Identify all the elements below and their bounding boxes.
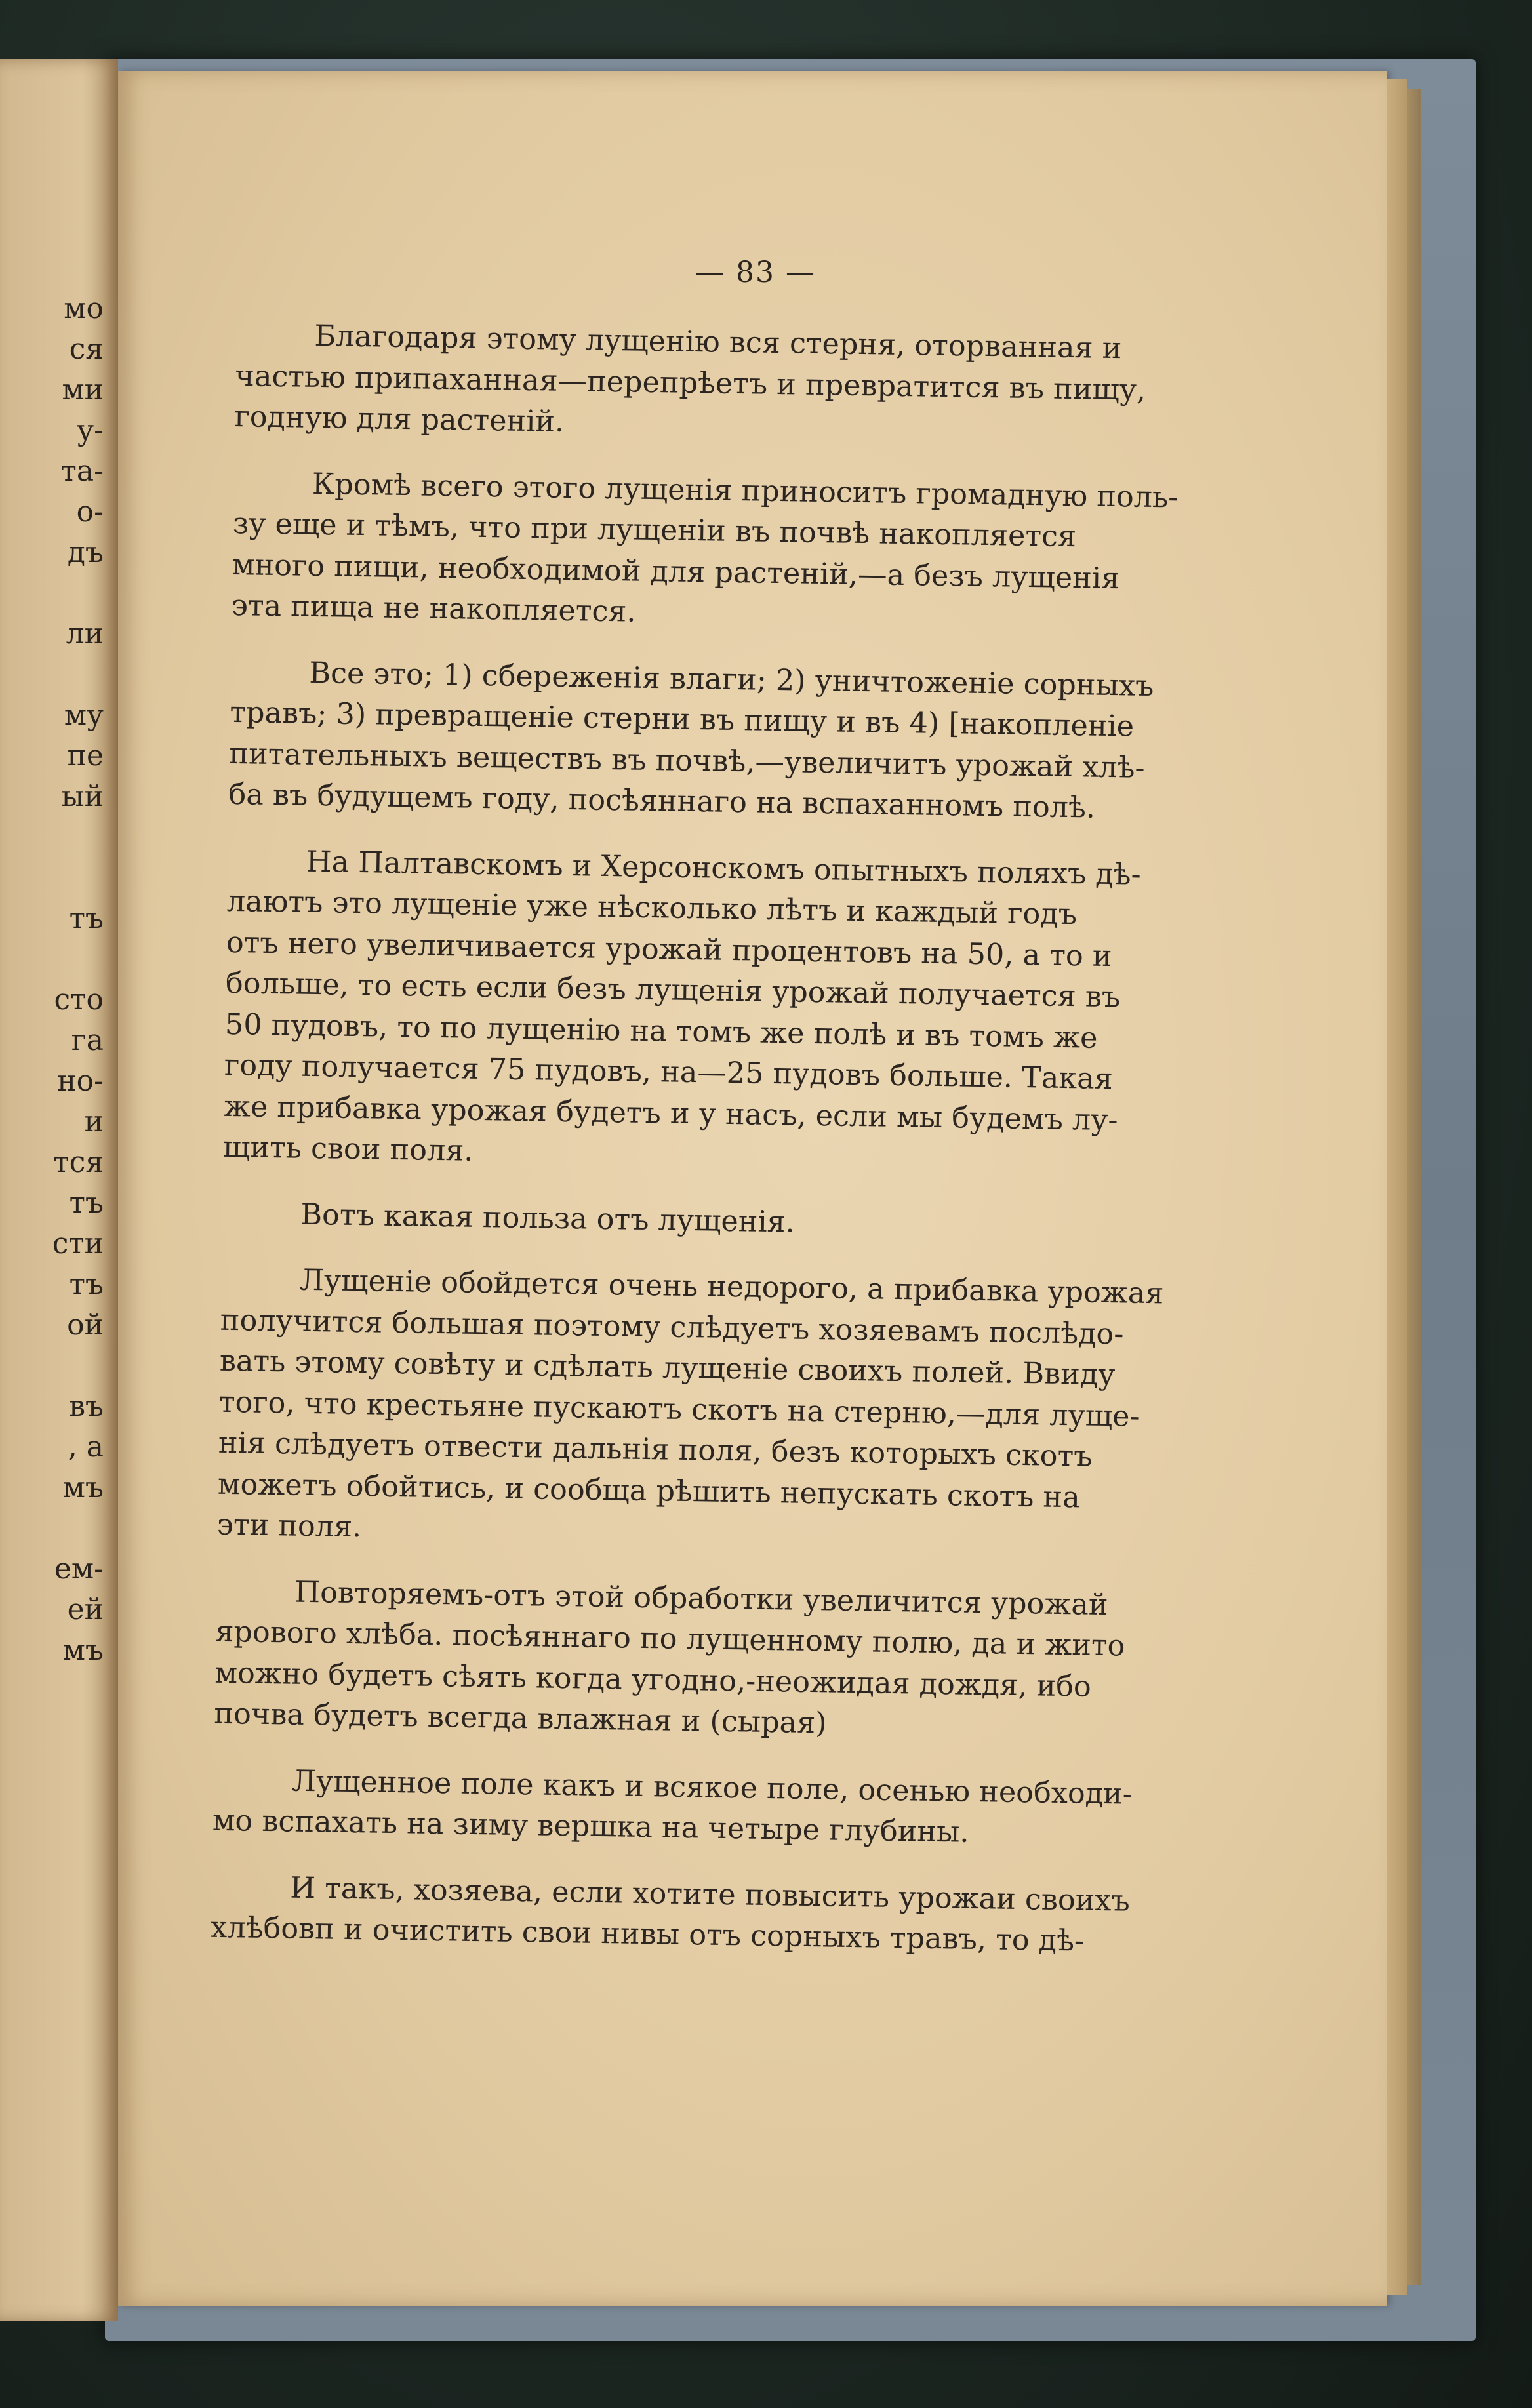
left-page-fragment: и [84,1105,104,1138]
text-line: отъ него увеличивается урожай процентовъ на 50, а то и [226,925,1112,973]
text-line: можно будетъ сѣять когда угодно,-неожидая дождя, ибо [214,1656,1092,1704]
left-page-fragment: въ [69,1390,104,1423]
text-line: зу еще и тѣмъ, что при лущеніи въ почвѣ накопляется [232,506,1077,554]
left-page-fragment: но- [57,1064,104,1098]
left-page-fragment: ми [62,373,104,407]
page-edges [1387,79,1407,2295]
text-line: Все это; 1) сбереженія влаги; 2) уничтоженіе сорныхъ [309,656,1154,703]
text-line: же прибавка урожая будетъ и у насъ, если мы будемъ лу- [223,1089,1118,1137]
left-page-fragment: пе [67,739,104,773]
left-page-fragment: мъ [62,1471,104,1504]
left-page-fragment: тъ [69,1186,104,1220]
text-line: 50 пудовъ, то по лущенію на томъ же полѣ и въ томъ же [224,1007,1098,1055]
paragraph [211,1866,1248,1965]
left-page-fragment: ый [61,780,104,813]
text-line: эта пища не накопляется. [231,588,636,629]
left-page-fragment: тъ [69,902,104,935]
text-line: ба въ будущемъ году, посѣяннаго на вспаханномъ полѣ. [228,777,1096,825]
left-page-fragment: му [64,698,104,732]
left-page-fragment: тся [53,1146,104,1179]
left-page-fragment: ся [69,332,104,366]
left-page-fragment: ой [67,1308,104,1342]
text-line: вать этому совѣту и сдѣлать лущеніе своихъ полей. Ввиду [219,1344,1116,1392]
left-page-fragment: , а [68,1430,104,1464]
paragraph [223,840,1264,1184]
text-line: того, что крестьяне пускаютъ скотъ на стерню,—для луще- [218,1385,1140,1434]
text-line: И такъ, хозяева, если хотите повысить урожаи своихъ [289,1871,1131,1918]
text-line: ярового хлѣба. посѣяннаго по лущенному полю, да и жито [215,1615,1125,1663]
text-line: хлѣбовп и очистить свои нивы отъ сорныхъ травъ, то дѣ- [210,1910,1085,1958]
text-line: травъ; 3) превращеніе стерни въ пищу и въ 4) [накопленіе [230,695,1135,744]
paragraph [214,1571,1253,1751]
page-body-text [210,315,1272,1990]
text-line: можетъ обойтись, и сообща рѣшить непускать скотъ на [217,1467,1081,1514]
text-line: Благодаря этому лущенію вся стерня, оторванная и [314,319,1122,366]
page-number: — 83 — [695,256,816,289]
text-line: почва будетъ всегда влажная и (сырая) [214,1696,828,1740]
paragraph [228,651,1267,832]
text-line: больше, то есть если безъ лущенія урожай получается въ [225,966,1121,1014]
paragraph [222,1193,1259,1250]
text-line: получится большая поэтому слѣдуетъ хозяевамъ послѣдо- [220,1303,1124,1351]
text-line: Повторяемъ-отъ этой обработки увеличится урожай [294,1575,1108,1622]
left-page-fragment: ли [66,617,104,651]
text-line: много пищи, необходимой для растеній,—а безъ лущенія [232,548,1120,595]
left-page-fragment: га [71,1024,104,1057]
text-line: Лущеніе обойдется очень недорого, а прибавка урожая [299,1263,1164,1311]
paragraph [212,1759,1249,1858]
left-page-fragment: та- [60,454,104,488]
left-page-fragment: о- [76,495,104,529]
left-page-fragment: сти [52,1227,104,1260]
paragraph [217,1259,1258,1562]
text-line: На Палтавскомъ и Херсонскомъ опытныхъ поляхъ дѣ- [306,845,1142,892]
left-page-fragment: ем- [54,1552,104,1586]
text-line: Кромѣ всего этого лущенія приноситъ громадную поль- [312,467,1179,515]
left-page-fragment: мо [64,292,104,325]
paragraph [234,315,1272,454]
left-page-fragment: ей [67,1593,104,1626]
text-line: году получается 75 пудовъ, на—25 пудовъ больше. Такая [224,1048,1114,1096]
paragraph [232,462,1270,643]
text-line: эти поля. [216,1508,362,1544]
left-page-fragment: сто [54,983,104,1016]
text-line: питательныхъ веществъ въ почвѣ,—увеличитъ урожай хлѣ- [229,736,1145,785]
left-page-fragment: тъ [69,1268,104,1301]
text-line: частью припаханная—перепрѣетъ и превратится въ пищу, [235,359,1146,407]
text-line: нія слѣдуетъ отвести дальнія поля, безъ которыхъ скотъ [218,1426,1093,1474]
text-line: лаютъ это лущеніе уже нѣсколько лѣтъ и каждый годъ [226,884,1078,932]
previous-page [0,59,118,2321]
page-edges-outer [1407,89,1421,2285]
text-line: мо вспахать на зиму вершка на четыре глубины. [212,1803,969,1849]
text-line: Вотъ какая польза отъ лущенія. [300,1197,796,1239]
left-page-fragment: мъ [62,1634,104,1667]
left-page-fragment: дъ [67,536,104,569]
left-page-fragment: у- [77,414,104,447]
text-line: годную для растеній. [234,399,565,439]
text-line: щить свои поля. [222,1130,474,1168]
text-line: Лущенное поле какъ и всякое поле, осенью необходи- [291,1764,1133,1811]
